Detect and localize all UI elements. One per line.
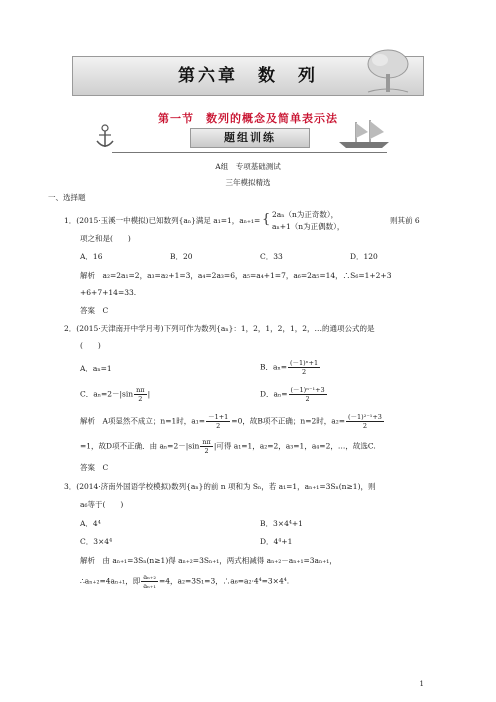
section-title: 第一节 数列的概念及简单表示法 xyxy=(158,112,338,125)
group-subtitle: 三年模拟精选 xyxy=(225,178,271,187)
q2-option-d-den: 2 xyxy=(305,395,310,403)
section-heading: 一、选择题 xyxy=(48,193,86,202)
q2-option-a: A．aₙ=1 xyxy=(80,364,112,373)
q2-option-d-num: (－1)ⁿ⁻¹+3 xyxy=(290,386,325,394)
q2-analysis-num-1: －1+1 xyxy=(208,413,229,421)
q3-option-a: A．4⁴ xyxy=(80,519,101,528)
chapter-title: 第六章 数 列 xyxy=(178,66,318,86)
q3-analysis-2b: =4，a₂=3S₁=3，∴a₆=a₂·4⁴=3×4⁴. xyxy=(158,576,290,586)
q2-analysis-fraction-1 xyxy=(206,413,230,430)
q1-option-c: C．33 xyxy=(260,252,283,261)
q1-analysis-2: +6+7+14=33. xyxy=(80,288,137,297)
q2-answer: 答案 C xyxy=(80,463,109,472)
sub-banner xyxy=(190,128,310,148)
q2-analysis-1a: 解析 A项显然不成立；n=1时，a₁= xyxy=(80,416,206,426)
q2-analysis-2 xyxy=(80,438,376,455)
q2-analysis-den-3: 2 xyxy=(204,447,209,455)
q3-stem-b: a₆等于( ) xyxy=(80,500,124,509)
q3-analysis-fraction xyxy=(141,573,158,590)
q1-stem xyxy=(64,216,260,226)
wave-divider xyxy=(112,146,387,153)
q2-option-c-suffix: | xyxy=(147,389,151,399)
q2-analysis-num-3: nπ xyxy=(202,438,211,446)
q3-analysis-1: 解析 由 aₙ₊₁=3Sₙ(n≥1)得 aₙ₊₂=3Sₙ₊₁，两式相减得 aₙ₊₂－aₙ₊₁=3aₙ₊₁， xyxy=(80,556,337,565)
q1-option-b: B．20 xyxy=(170,252,193,261)
q2-option-d-prefix: D．aₙ= xyxy=(260,389,288,399)
q2-option-b xyxy=(260,359,321,376)
q2-option-b-den: 2 xyxy=(302,368,307,376)
q2-analysis-1b: =0，故B项不正确；n=2时，a₂= xyxy=(231,416,346,426)
q2-option-c-num: nπ xyxy=(136,386,145,394)
q3-analysis-2a: ∴aₙ₊₂=4aₙ₊₁，即 xyxy=(80,576,141,586)
group-title: A组 专项基础测试 xyxy=(215,162,281,171)
q2-option-c-den: 2 xyxy=(138,395,143,403)
q1-option-d: D．120 xyxy=(350,252,378,261)
q1-case-even: aₙ+1（n为正偶数）， xyxy=(272,222,345,231)
q2-option-b-fraction xyxy=(288,359,320,376)
q2-stem-b: ( ) xyxy=(80,341,101,350)
q3-stem: 3．(2014·济南外国语学校模拟)数列{aₙ}的前 n 项和为 Sₙ，若 a₁=1，aₙ₊₁=3Sₙ(n≥1)，则 xyxy=(64,482,376,491)
q2-analysis-2b: |可得 a₁=1，a₂=2，a₃=1，a₄=2，…，故选C. xyxy=(213,441,376,451)
q3-option-d: D．4⁴+1 xyxy=(260,537,293,546)
q2-analysis-2a: =1，故D项不正确．由 aₙ=2－|sin xyxy=(80,441,200,451)
q3-analysis-num: aₙ₊₂ xyxy=(143,573,156,581)
q2-analysis-fraction-3 xyxy=(200,438,212,455)
q1-case-odd: 2aₙ（n为正奇数）， xyxy=(272,210,339,219)
q2-option-c xyxy=(80,386,150,403)
q1-stem-c: 项之和是( ) xyxy=(80,234,131,243)
q2-analysis-num-2: (－1)²⁻¹+3 xyxy=(348,413,382,421)
q2-analysis-den-2: 2 xyxy=(362,422,368,430)
q2-option-d xyxy=(260,386,328,403)
q2-option-b-prefix: B．aₙ= xyxy=(260,362,288,372)
q2-analysis-1 xyxy=(80,413,385,430)
page-number: 1 xyxy=(419,680,424,688)
q3-option-c: C．3×4⁴ xyxy=(80,537,113,546)
q2-option-c-fraction xyxy=(134,386,146,403)
q3-option-b: B．3×4⁴+1 xyxy=(260,519,303,528)
q2-analysis-den-1: 2 xyxy=(216,422,221,430)
q3-analysis-2 xyxy=(80,573,289,590)
q1-stem-a: 1．(2015·玉溪一中模拟)已知数列{aₙ}满足 a₁=1，aₙ₊₁= xyxy=(64,216,261,225)
q1-stem-b: 则其前 6 xyxy=(390,216,420,225)
tree-icon xyxy=(358,46,418,96)
q2-option-c-prefix: C．aₙ=2－|sin xyxy=(80,389,134,399)
q1-answer: 答案 C xyxy=(80,306,109,315)
q2-option-d-fraction xyxy=(289,386,327,403)
sub-banner-title: 题组训练 xyxy=(224,131,276,144)
q2-analysis-fraction-2 xyxy=(346,413,384,430)
q2-stem: 2．(2015·天津南开中学月考)下列可作为数列{aₙ}：1，2，1，2，1，2，…的通项公式的是 xyxy=(64,324,375,333)
q1-analysis-1: 解析 a₂=2a₁=2，a₃=a₂+1=3，a₄=2a₃=6，a₅=a₄+1=7，a₆=2a₅=14，∴S₆=1+2+3 xyxy=(80,271,392,280)
q3-analysis-den: aₙ₊₁ xyxy=(143,582,156,590)
q1-option-a: A．16 xyxy=(80,252,103,261)
q2-option-b-num: (－1)ⁿ+1 xyxy=(290,359,319,367)
q1-brace: { xyxy=(262,212,271,227)
